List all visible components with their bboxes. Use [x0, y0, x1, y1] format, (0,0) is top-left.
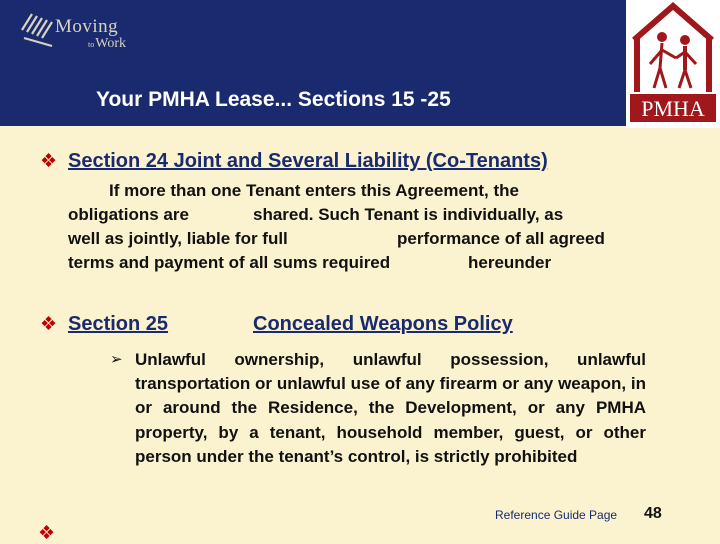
section-24-line-2a: obligations are: [68, 205, 189, 224]
slide-title: Your PMHA Lease... Sections 15 -25: [96, 88, 451, 111]
section-24-line-1: If more than one Tenant enters this Agreement, the: [109, 181, 519, 200]
bullet-icon: ❖: [38, 523, 56, 544]
arrow-bullet-icon: ➢: [110, 351, 123, 368]
pmha-house-icon: [626, 0, 720, 128]
section-24-line-3b: performance of all agreed: [397, 229, 605, 248]
svg-text:PMHA: PMHA: [641, 96, 705, 121]
section-25-title: Concealed Weapons Policy: [253, 313, 513, 335]
header-band: [0, 0, 720, 126]
section-24-line-2b: shared. Such Tenant is individually, as: [253, 205, 564, 224]
page-number: 48: [644, 505, 662, 522]
section-24-heading: Section 24 Joint and Several Liability (Co-Tenants): [68, 150, 548, 172]
pmha-logo: [626, 0, 720, 128]
reference-guide-label: Reference Guide Page: [495, 508, 618, 522]
section-24-line-4b: hereunder: [468, 253, 552, 272]
section-24-line-3a: well as jointly, liable for full: [68, 229, 288, 248]
bullet-icon: ❖: [40, 151, 58, 172]
logo-word-work: toWork: [88, 36, 126, 51]
section-25-paragraph: Unlawful ownership, unlawful possession, unlawful transportation or unlawful use of any firearm or any weapon, in or around the Residence, the Development, or any PMHA property, by a tenant, household member, guest, or other person under the tenant’s control, is strictly prohibited: [135, 350, 646, 466]
section-24-line-4a: terms and payment of all sums required: [68, 253, 391, 272]
section-25-label: Section 25: [68, 313, 169, 335]
bullet-icon: ❖: [40, 314, 58, 335]
logo-word-moving: Moving: [55, 16, 119, 37]
